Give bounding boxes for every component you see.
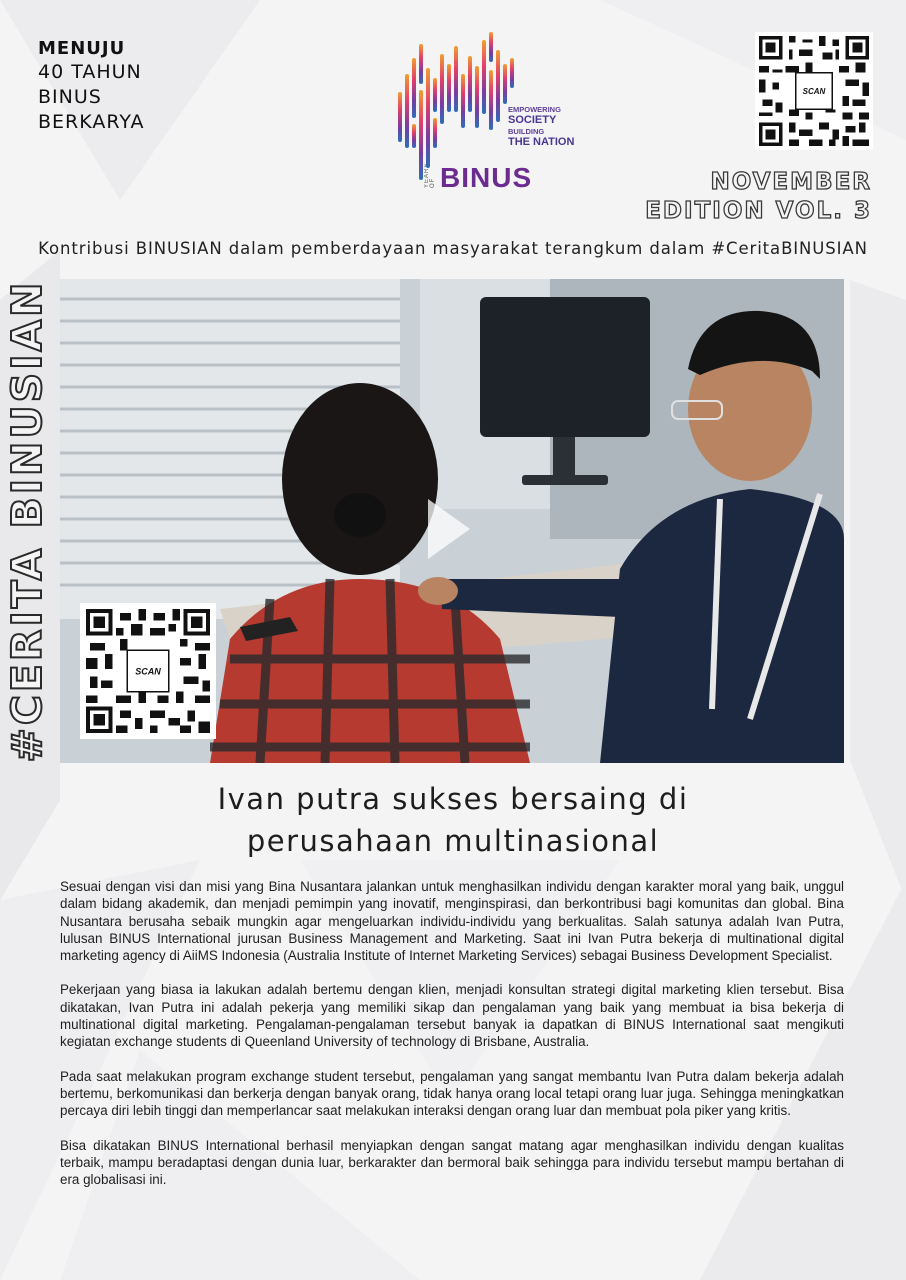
article-paragraph-1: Sesuai dengan visi dan misi yang Bina Nusantara jalankan untuk menghasilkan individu dengan karakter moral yang baik, unggul dalam bidang akademik, dan menjadi pemimpin yang inovatif, menginspirasi, dan berkontribusi bagi komunitas dan global. Bina Nusantara berusaha sebaik mungkin agar mengeluarkan individu-individu yang berkualitas. Salah satunya adalah Ivan Putra, lulusan BINUS International jurusan Business Management and Marketing. Saat ini Ivan Putra bekerja di multinational digital marketing agency di AiiMS Indonesia (Australia Institute of Internet Marketing Services) sebagai Business Development Specialist.: [60, 879, 844, 964]
play-icon[interactable]: [426, 497, 472, 561]
logo-tagline: [508, 104, 575, 148]
qr-code-pattern: [759, 36, 869, 146]
binus-40-years-logo: [390, 30, 575, 195]
article-paragraph-2: Pekerjaan yang biasa ia lakukan adalah bertemu dengan klien, menjadi konsultan strategi digital marketing klien tersebut. Bisa dikatakan, Ivan Putra ini adalah pekerja yang memiliki sikap dan pengalaman yang baik yang membuat ia bisa bekerja di multinational digital marketing. Pengalaman-pengalaman tersebut banyak ia dapatkan di BINUS International saat mengikuti kegiatan exchange students di Queenland University of technology di Brisbane, Australia.: [60, 982, 844, 1050]
article-headline: [0, 778, 906, 862]
headline-line-1: Ivan putra sukses bersaing di: [217, 782, 689, 816]
milestone-heading: [38, 38, 218, 135]
tagline-the-nation: THE NATION: [508, 136, 575, 148]
article-paragraph-3: Pada saat melakukan program exchange student tersebut, pengalaman yang sangat membantu Ivan Putra dalam bekerja adalah bertemu, berkomunikasi dan berkerja dengan banyak orang, tidak hanya orang local tetapi orang luar juga. Sehingga meningkatkan percaya diri lebih tinggi dan memperlancar saat melakukan interaksi dengan orang luar dan membuat pola piker yang kritis.: [60, 1068, 844, 1119]
video-thumbnail[interactable]: [60, 279, 844, 763]
milestone-line-4: BERKARYA: [38, 111, 145, 133]
tagline-empowering: EMPOWERING: [508, 105, 561, 114]
page-subtitle: Kontribusi BINUSIAN dalam pemberdayaan masyarakat terangkum dalam #CeritaBINUSIAN: [38, 239, 868, 258]
logo-years-label: YEARS OF: [424, 162, 436, 188]
qr-video-scan-label: SCAN: [135, 666, 161, 677]
edition-month: NOVEMBER: [710, 169, 872, 195]
milestone-line-2: 40 TAHUN: [38, 61, 142, 83]
side-title-vertical: #CERITA BINUSIAN: [3, 279, 51, 763]
qr-code-top[interactable]: [755, 32, 873, 150]
article-paragraph-4: Bisa dikatakan BINUS International berhasil menyiapkan dengan sangat matang agar menghasilkan individu dengan kualitas terbaik, mampu beradaptasi dengan dunia luar, berkarakter dan bermoral baik sehingga para individu tersebut mampu bertahan di era globalisasi ini.: [60, 1137, 844, 1188]
headline-line-2: perusahaan multinasional: [246, 824, 660, 858]
milestone-line-3: BINUS: [38, 86, 102, 108]
tagline-building: BUILDING: [508, 127, 545, 136]
edition-label: [572, 168, 872, 226]
tagline-society: SOCIETY: [508, 114, 557, 126]
milestone-line-1: MENUJU: [38, 38, 126, 59]
qr-code-video[interactable]: [80, 603, 216, 739]
edition-volume: EDITION VOL. 3: [645, 198, 872, 224]
logo-brand-name: BINUS: [440, 162, 533, 193]
article-body: [60, 878, 844, 1205]
qr-top-scan-label: SCAN: [802, 87, 826, 96]
qr-code-pattern-small: [86, 609, 210, 733]
